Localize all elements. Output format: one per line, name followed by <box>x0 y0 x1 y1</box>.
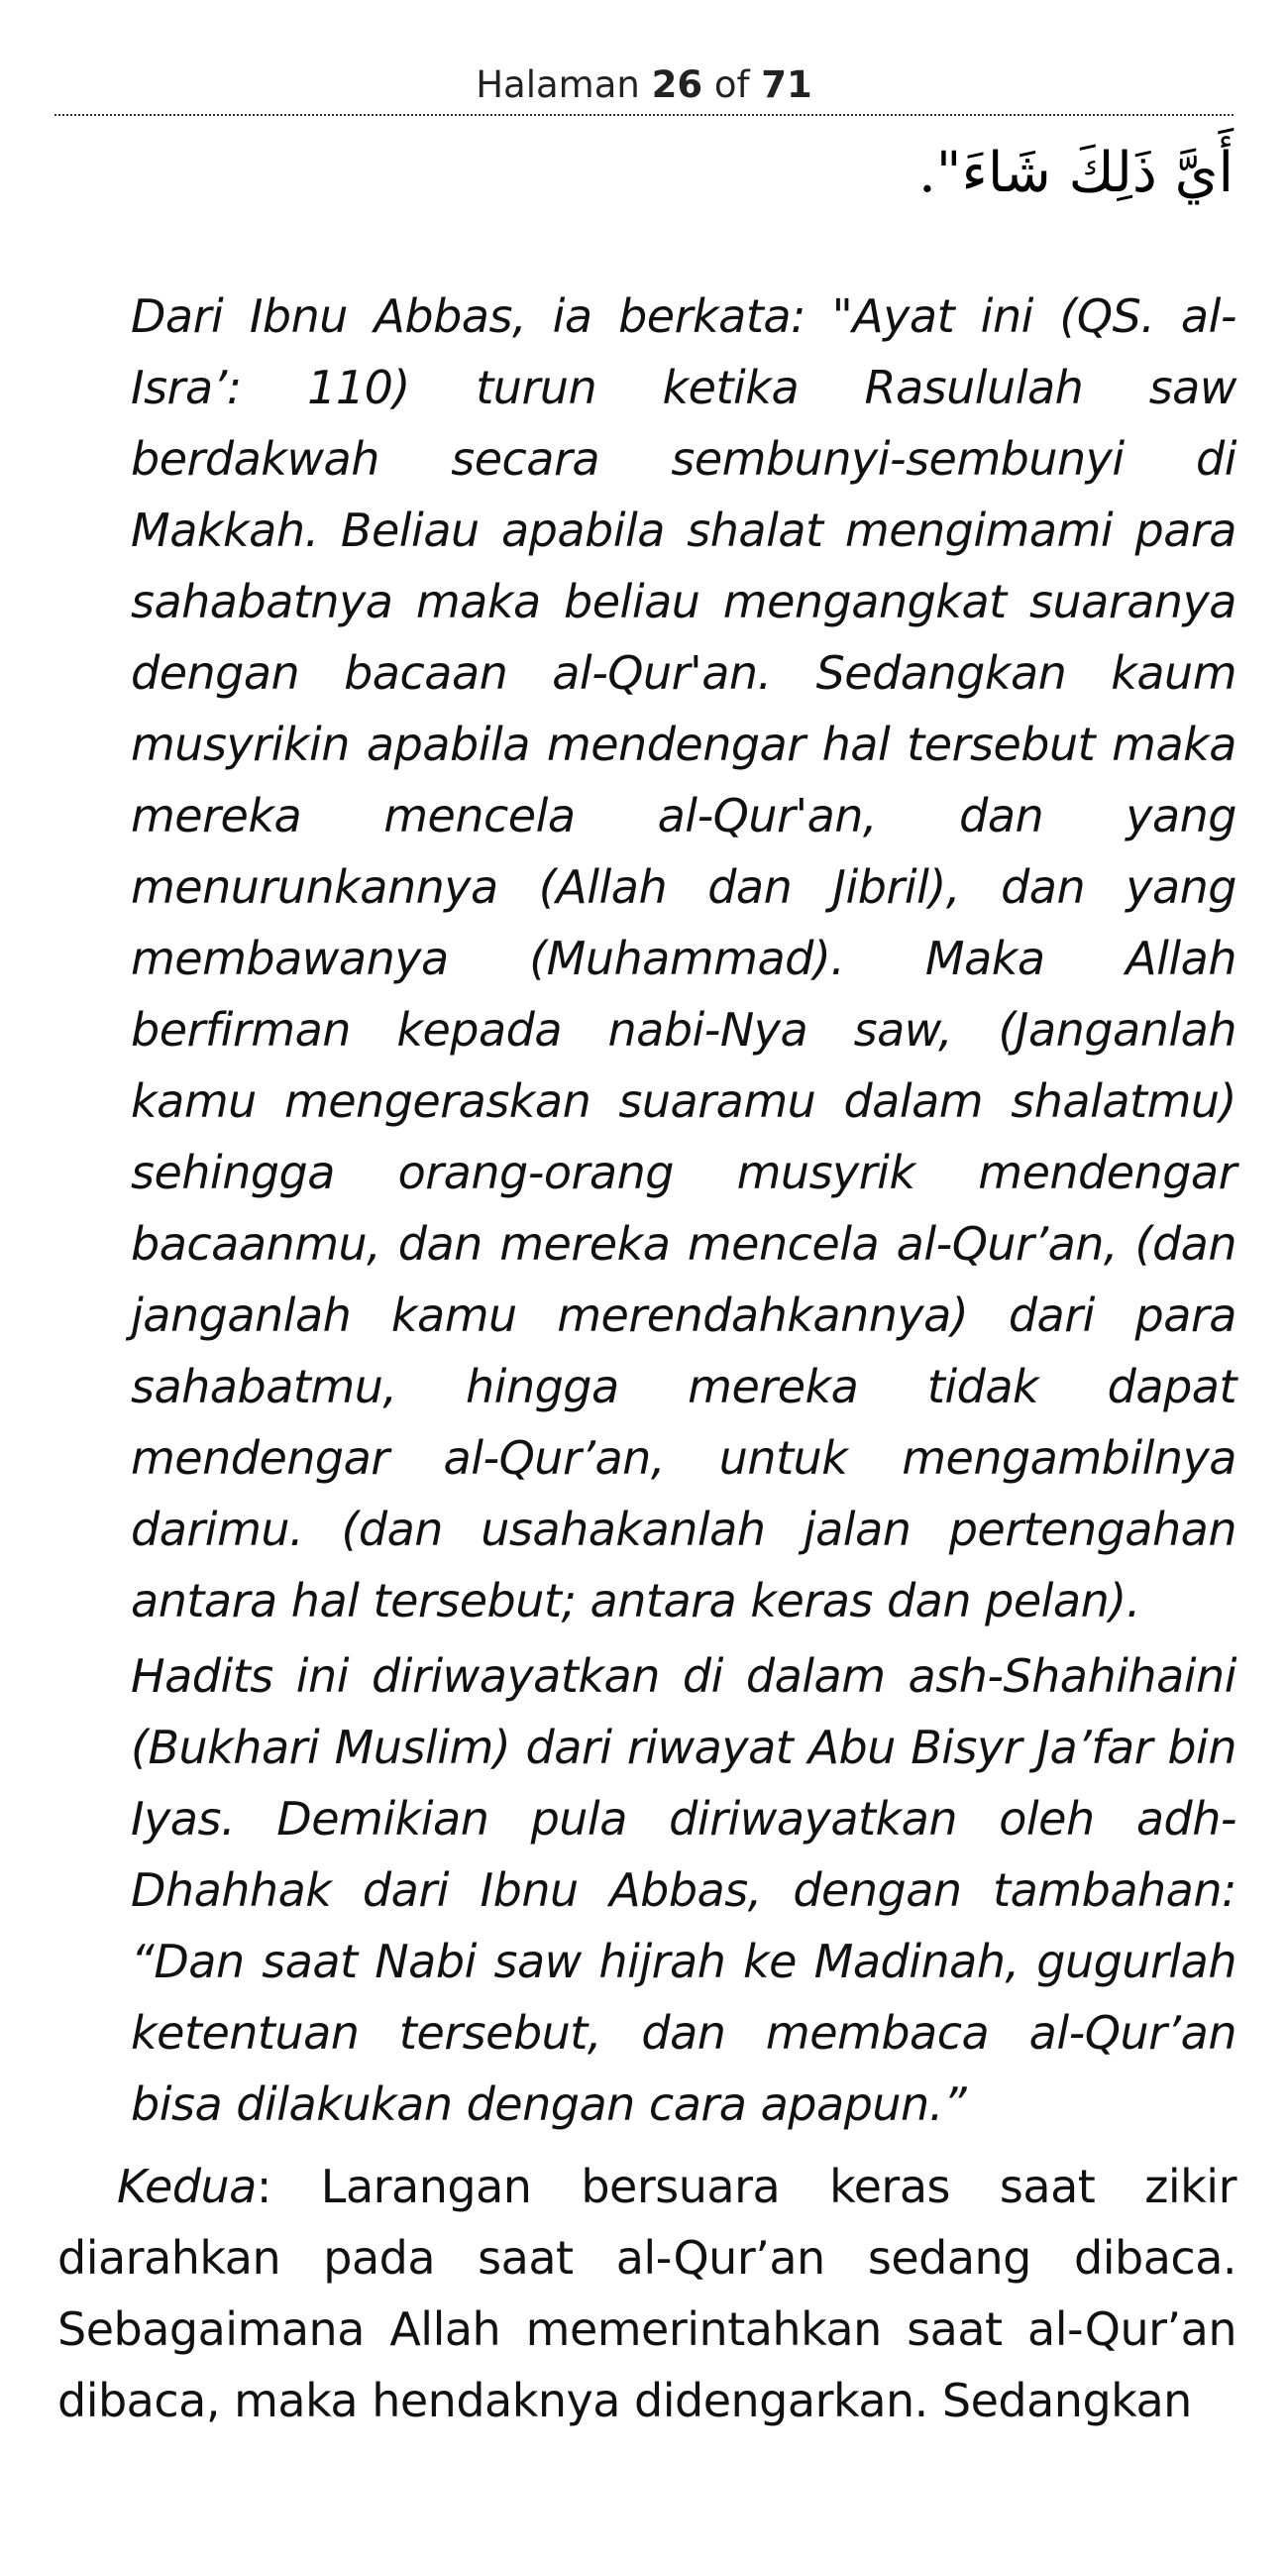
body-paragraph-text: : Larangan bersuara keras saat zikir diarahkan pada saat al-Qur’an sedang dibaca. Sebagaimana Allah memerintahkan saat al-Qur’an dibaca, maka hendaknya didengarkan. Sedangkan <box>57 2160 1236 2427</box>
page-label: Halaman <box>476 63 640 106</box>
header-divider <box>54 114 1234 116</box>
quote-paragraph-1-text: Dari Ibnu Abbas, ia berkata: "Ayat ini (QS. al-Isra’: 110) turun ketika Rasululah saw berdakwah secara sembunyi-sembunyi di Makkah. Beliau apabila shalat mengimami para sahabatnya maka beliau mengangkat suaranya dengan bacaan al-Qur'an. Sedangkan kaum musyrikin apabila mendengar hal tersebut maka mereka mencela al-Qur'an, dan yang menurunkannya (Allah dan Jibril), dan yang membawanya (Muhammad). Maka Allah berfirman kepada nabi-Nya saw, (Janganlah kamu mengeraskan suaramu dalam shalatmu) sehingga orang-orang musyrik mendengar bacaanmu, dan mereka mencela al-Qur’an, (dan janganlah kamu merendahkannya) dari para sahabatmu, hingga mereka tidak dapat mendengar al-Qur’an, untuk mengambilnya darimu. (dan usahakanlah jalan pertengahan antara hal tersebut; antara keras dan pelan). <box>131 289 1236 1627</box>
quote-paragraph-2 <box>131 1640 1236 2140</box>
total-pages-number: 71 <box>761 63 812 106</box>
page-header <box>54 56 1234 115</box>
current-page-number: 26 <box>651 63 703 106</box>
quote-paragraph-1 <box>131 280 1236 1636</box>
page-separator: of <box>713 63 750 106</box>
body-paragraph <box>57 2151 1236 2436</box>
arabic-text-line: أَيَّ ذَلِكَ شَاءَ". <box>917 141 1234 205</box>
quote-paragraph-2-text: Hadits ini diriwayatkan di dalam ash-Shahihaini (Bukhari Muslim) dari riwayat Abu Bisyr Ja’far bin Iyas. Demikian pula diriwayatkan oleh adh-Dhahhak dari Ibnu Abbas, dengan tambahan: “Dan saat Nabi saw hijrah ke Madinah, gugurlah ketentuan tersebut, dan membaca al-Qur’an bisa dilakukan dengan cara apapun.” <box>131 1649 1236 2131</box>
body-lead-term: Kedua <box>117 2160 257 2213</box>
